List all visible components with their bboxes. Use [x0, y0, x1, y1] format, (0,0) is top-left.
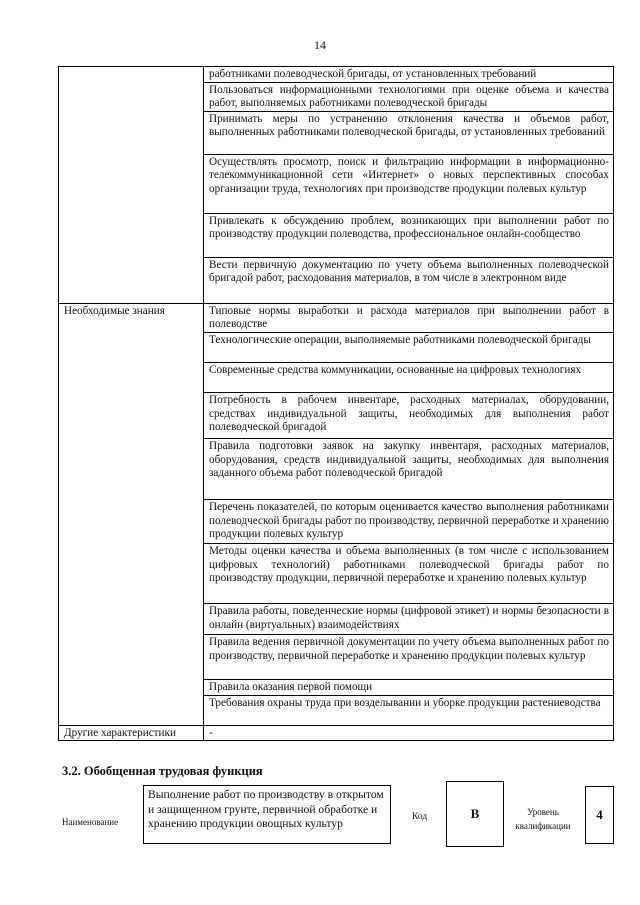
row-text: Осуществлять просмотр, поиск и фильтрацию информации в информационно-телекоммуникационной сети «Интернет» о новых перспективных способах организации труда, технологиях при производстве продукции полевых культур [204, 154, 614, 213]
name-value: Выполнение работ по производству в открытом и защищенном грунте, первичной обработке и хранению продукции овощных культур [143, 785, 391, 844]
row-text: Принимать меры по устранению отклонения качества и объемов работ, выполненных работниками полеводческой бригады, от установленных требований [204, 111, 614, 154]
row-text: - [204, 725, 614, 741]
page-number: 14 [314, 38, 326, 52]
row-text: Правила оказания первой помощи [204, 679, 614, 695]
row-text: Современные средства коммуникации, основанные на цифровых технологиях [204, 362, 614, 392]
row-text: Методы оценки качества и объема выполненных (в том числе с использованием цифровых технологий) работниками полеводческой бригады работ по производству продукции, первичной переработке и хранению полевых культур [204, 543, 614, 603]
level-label: Уровень квалификации [515, 807, 571, 831]
row-label: Необходимые знания [59, 303, 204, 725]
row-label [59, 67, 204, 304]
name-label: Наименование [62, 817, 119, 827]
row-text: Требования охраны труда при возделывании и уборке продукции растениеводства [204, 695, 614, 725]
row-text: Правила работы, поведенческие нормы (цифровой этикет) и нормы безопасности в онлайн (виртуальных) взаимодействиях [204, 603, 614, 634]
section-title: 3.2. Обобщенная трудовая функция [62, 764, 263, 778]
row-text: Типовые нормы выработки и расхода материалов при выполнении работ в полеводстве [204, 303, 614, 332]
table-row [59, 725, 614, 741]
row-text: Правила подготовки заявок на закупку инвентаря, расходных материалов, оборудования, средств индивидуальной защиты, необходимых для выполнения заданного объема работ полеводческой бригадой [204, 438, 614, 499]
code-label: Код [412, 812, 428, 822]
row-label: Другие характеристики [59, 725, 204, 741]
row-text: Технологические операции, выполняемые работниками полеводческой бригады [204, 332, 614, 362]
row-text: работниками полеводческой бригады, от установленных требований [204, 67, 614, 83]
row-text: Потребность в рабочем инвентаре, расходных материалах, оборудовании, средствах индивидуальной защиты, необходимых для выполнения работ полеводческой бригадой [204, 392, 614, 438]
row-text: Вести первичную документацию по учету объема выполненных полеводческой бригадой работ, расходования материалов, в том числе в электронном виде [204, 257, 614, 303]
row-text: Перечень показателей, по которым оценивается качество выполнения работниками полеводческой бригады работ по производству, первичной переработке и хранению продукции полевых культур [204, 499, 614, 543]
row-text: Привлекать к обсуждению проблем, возникающих при выполнении работ по производству продукции полеводства, профессиональное онлайн-сообщество [204, 213, 614, 257]
table-row [59, 67, 614, 83]
skills-knowledge-table [58, 66, 614, 741]
row-text: Правила ведения первичной документации по учету объема выполненных работ по производству, первичной переработке и хранению продукции полевых культур [204, 634, 614, 679]
code-value: B [446, 781, 504, 847]
level-value: 4 [585, 786, 614, 844]
row-text: Пользоваться информационными технологиями при оценке объема и качества работ, выполняемых работниками полеводческой бригады [204, 82, 614, 111]
table-row [59, 303, 614, 332]
